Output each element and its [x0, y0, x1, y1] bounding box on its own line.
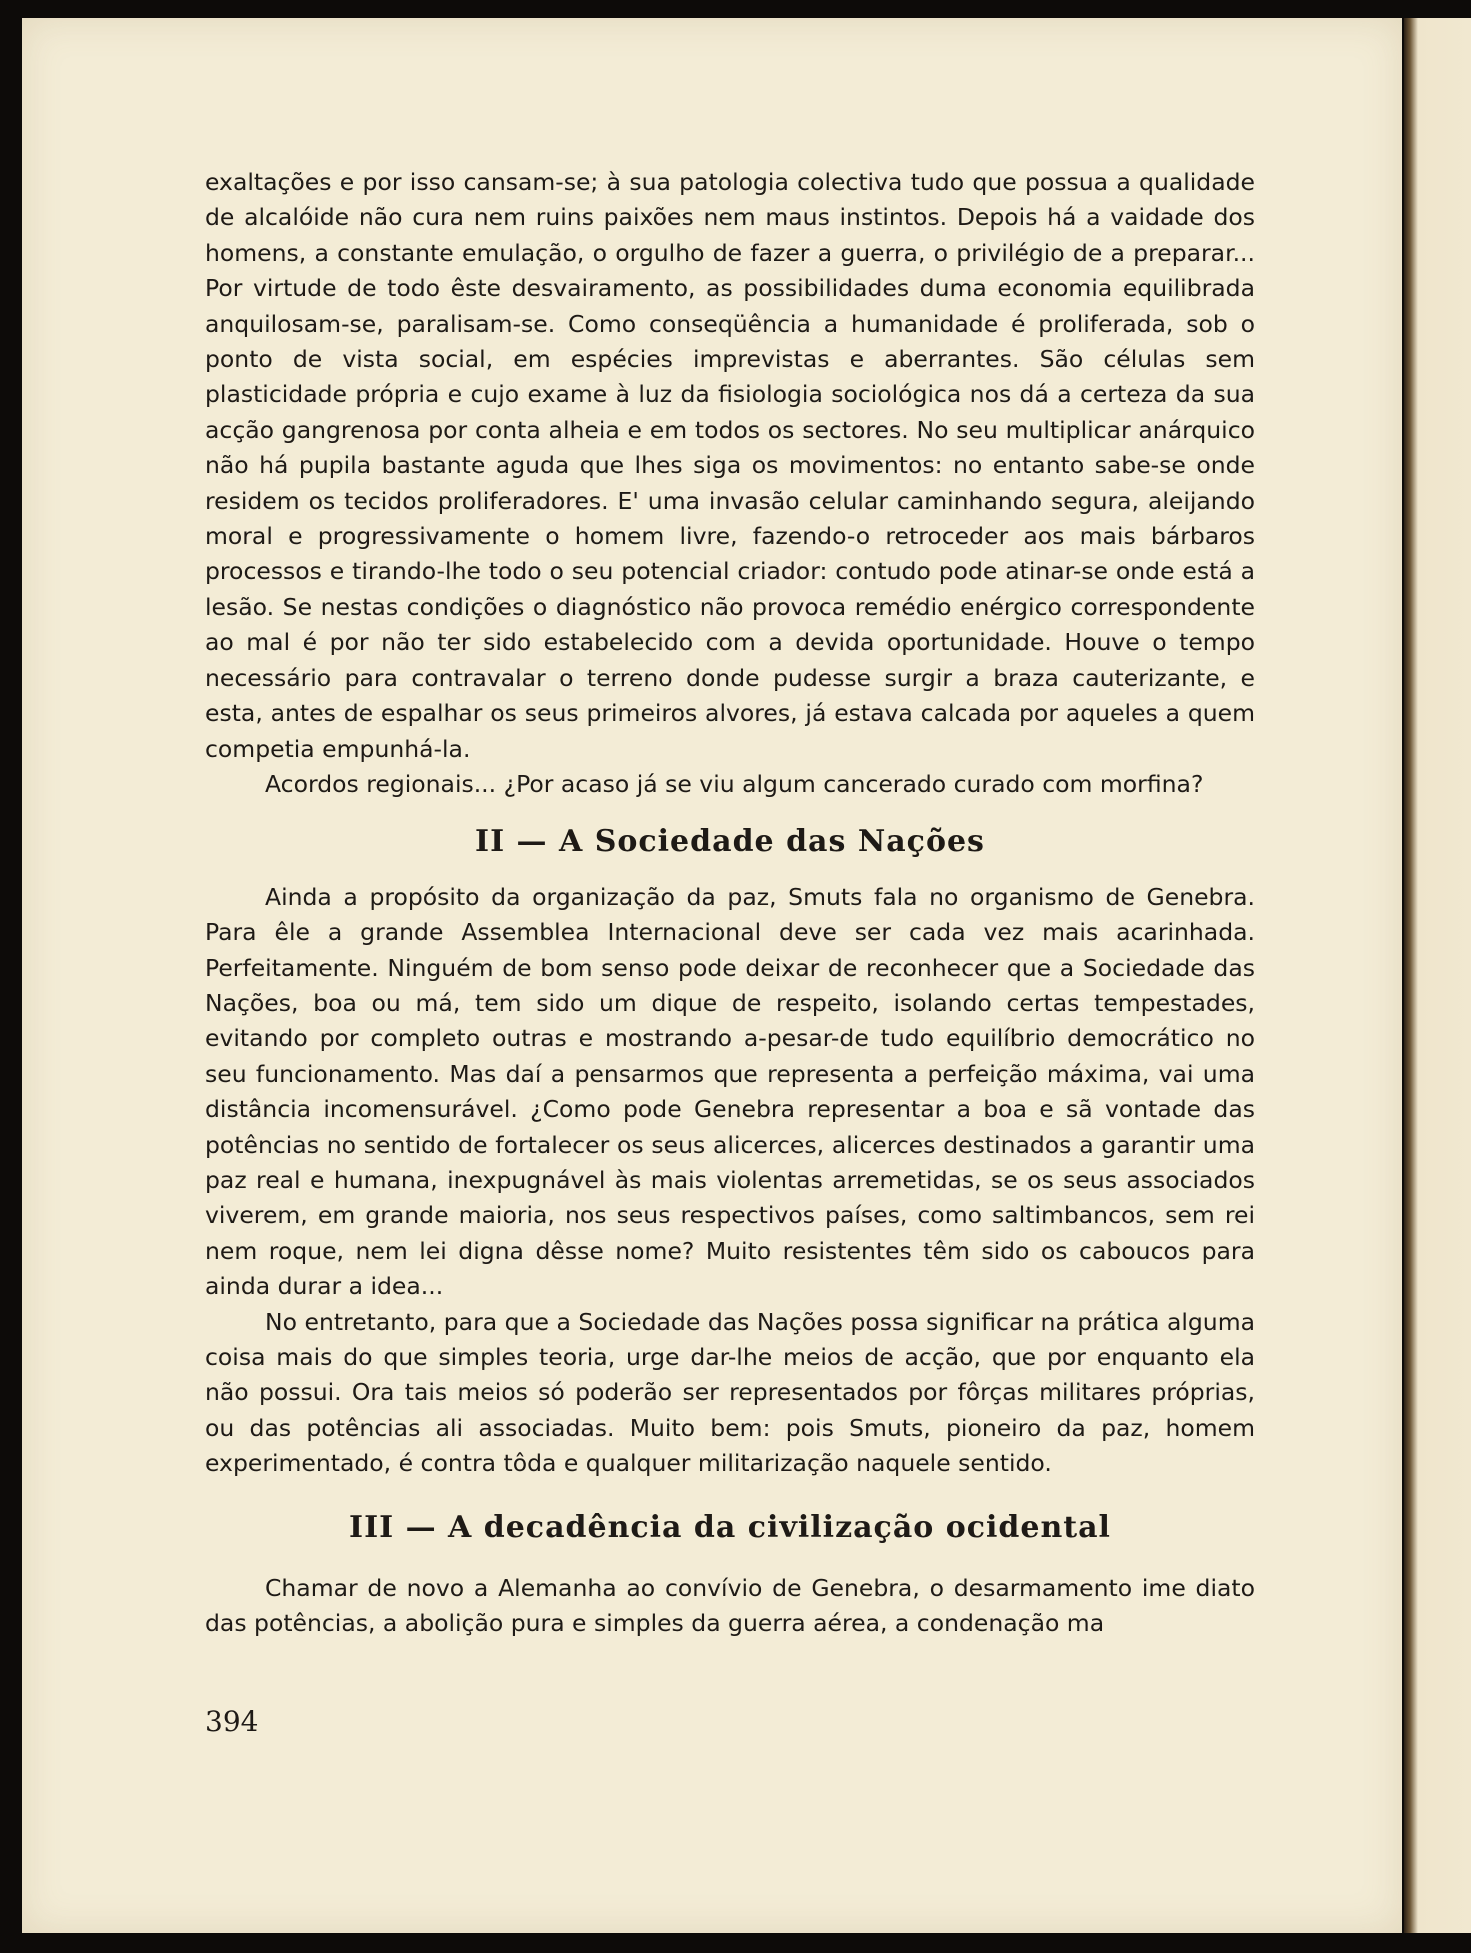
paragraph-section2-1: Ainda a propósito da organização da paz, Smuts fala no organismo de Genebra. Para êle a grande Assemblea Internacional deve ser cada vez mais acarinhada. Perfeitamente. Ninguém de bom senso pode deixar de reconhecer que a Sociedade das Nações, boa ou má, tem sido um dique de respeito, isolando certas tempestades, evitando por completo outras e mostrando a-pesar-de tudo equilíbrio democrático no seu funcionamento. Mas daí a pensarmos que representa a perfeição máxima, vai uma distância incomensurável. ¿Como pode Genebra representar a boa e sã vontade das potências no sentido de fortalecer os seus alicerces, alicerces destinados a garantir uma paz real e humana, inexpugnável às mais violentas arremetidas, se os seus associados viverem, em grande maioria, nos seus respectivos países, como saltimbancos, sem rei nem roque, nem lei digna dêsse nome? Muito resistentes têm sido os caboucos para ainda durar a idea...: [205, 882, 1255, 1301]
section-heading-2: II — A Sociedade das Nações: [475, 824, 985, 860]
paragraph-section3-1: Chamar de novo a Alemanha ao convívio de Genebra, o desarmamento ime diato das potências, a abolição pura e simples da guerra aérea, a condenação ma: [205, 1574, 1255, 1638]
body-text: [205, 165, 1255, 1642]
paragraph-section2-2: No entretanto, para que a Sociedade das Nações possa significar na prática alguma coisa mais do que simples teoria, urge dar-lhe meios de acção, que por enquanto ela não possui. Ora tais meios só poderão ser representados por fôrças militares próprias, ou das potências ali associadas. Muito bem: pois Smuts, pioneiro da paz, homem experimentado, é contra tôda e qualquer militarização naquele sentido.: [205, 1307, 1255, 1478]
paragraph-intro-1: exaltações e por isso cansam-se; à sua patologia colectiva tudo que possua a qualidade de alcalóide não cura nem ruins paixões nem maus instintos. Depois há a vaidade dos homens, a constante emulação, o orgulho de fazer a guerra, o privilégio de a preparar... Por virtude de todo êste desvairamento, as possibilidades duma economia equilibrada anquilosam-se, paralisam-se. Como conseqüência a humanidade é proliferada, sob o ponto de vista social, em espécies imprevistas e aberrantes. São células sem plasticidade própria e cujo exame à luz da fisiologia sociológica nos dá a certeza da sua acção gangrenosa por conta alheia e em todos os sectores. No seu multiplicar anárquico não há pupila bastante aguda que lhes siga os movimentos: no entanto sabe-se onde residem os tecidos proliferadores. E' uma invasão celular caminhando segura, aleijando moral e progressivamente o homem livre, fazendo-o retroceder aos mais bárbaros processos e tirando-lhe todo o seu potencial criador: contudo pode atinar-se onde está a lesão. Se nestas condições o diagnóstico não provoca remédio enérgico correspondente ao mal é por não ter sido estabelecido com a devida oportunidade. Houve o tempo necessário para contravalar o terreno donde pudesse surgir a braza cauterizante, e esta, antes de espalhar os seus primeiros alvores, já estava calcada por aqueles a quem competia empunhá-la.: [205, 168, 1255, 763]
adjacent-page-edge: [1404, 18, 1471, 1933]
page-number: 394: [205, 1705, 259, 1738]
paragraph-intro-2: Acordos regionais... ¿Por acaso já se viu algum cancerado curado com morfina?: [265, 769, 1204, 798]
section-heading-3: III — A decadência da civilização ocidental: [349, 1509, 1111, 1545]
